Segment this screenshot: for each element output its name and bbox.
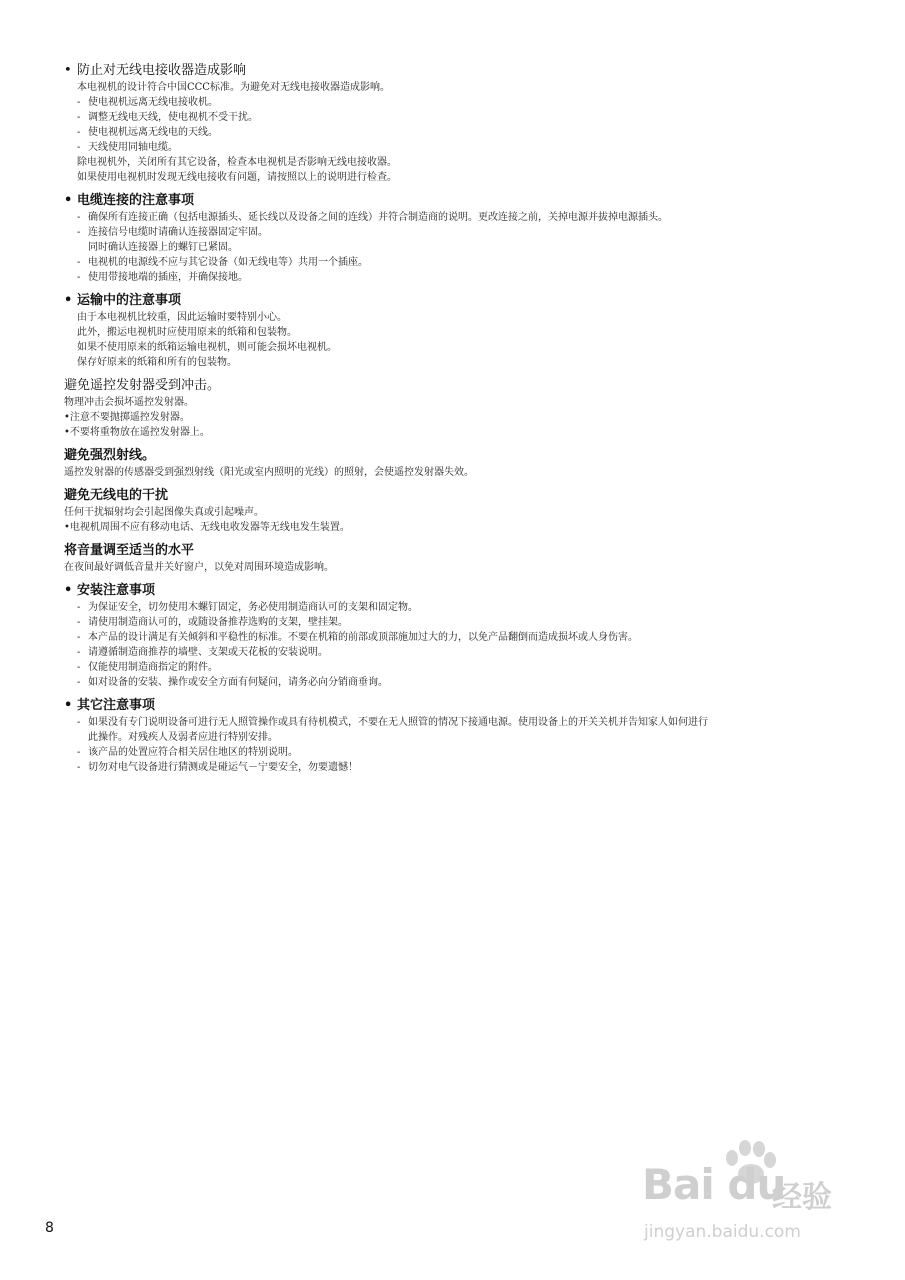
text-line (64, 140, 864, 155)
section (64, 487, 864, 535)
line-text: 同时确认连接器上的螺钉已紧固。 (88, 242, 238, 253)
line-text: 确保所有连接正确（包括电源插头、延长线以及设备之间的连线）并符合制造商的说明。更改连接之前，关掉电源并拔掉电源插头。 (88, 212, 668, 223)
text-line (64, 760, 864, 775)
line-text: 除电视机外，关闭所有其它设备，检查本电视机是否影响无线电接收器。 (77, 157, 397, 168)
plain-sections-group (64, 377, 864, 575)
line-text: 为保证安全，切勿使用木螺钉固定，务必使用制造商认可的支架和固定物。 (88, 602, 418, 613)
dash-marker: - (77, 212, 81, 223)
dash-marker: - (77, 677, 81, 688)
watermark-url: jingyan.baidu.com (644, 1222, 801, 1242)
line-text: 天线使用同轴电缆。 (88, 142, 178, 153)
section (64, 447, 864, 480)
text-line (64, 310, 864, 325)
text-line (64, 340, 864, 355)
line-text: 如果没有专门说明设备可进行无人照管操作或具有待机模式，不要在无人照管的情况下接通电源。使用设备上的开关关机并告知家人如何进行 (88, 717, 708, 728)
text-line (64, 255, 864, 270)
line-text: 此外，搬运电视机时应使用原来的纸箱和包装物。 (77, 327, 297, 338)
section (64, 377, 864, 440)
line-text: 物理冲击会损坏遥控发射器。 (64, 397, 194, 408)
bullet-sections-group-1 (64, 62, 864, 370)
text-line (64, 600, 864, 615)
dash-marker: - (77, 647, 81, 658)
text-line (64, 675, 864, 690)
section (64, 192, 864, 285)
text-line (64, 520, 864, 535)
document-body (64, 62, 864, 782)
dash-marker: - (77, 127, 81, 138)
bullet-icon: • (64, 293, 73, 308)
text-line (64, 715, 864, 730)
dash-marker: - (77, 617, 81, 628)
text-line (64, 645, 864, 660)
dash-marker: - (77, 632, 81, 643)
section-heading (64, 62, 864, 80)
dash-marker: - (77, 602, 81, 613)
text-line (64, 615, 864, 630)
line-text: 使用带接地端的插座，并确保接地。 (88, 272, 248, 283)
text-line (64, 155, 864, 170)
line-text: 由于本电视机比较重，因此运输时要特别小心。 (77, 312, 287, 323)
bullet-icon: • (64, 193, 73, 208)
dash-marker: - (77, 112, 81, 123)
line-text: 切勿对电气设备进行猜测或是碰运气－宁要安全，勿要遗憾！ (88, 762, 358, 773)
text-line (64, 745, 864, 760)
text-line (64, 410, 864, 425)
section-title: 避免强烈射线。 (64, 448, 156, 463)
line-text: 该产品的处置应符合相关居住地区的特别说明。 (88, 747, 298, 758)
text-line (64, 630, 864, 645)
dash-marker: - (77, 142, 81, 153)
section-title: 防止对无线电接收器造成影响 (77, 63, 247, 78)
line-text: 仅能使用制造商指定的附件。 (88, 662, 218, 673)
line-text: 电视机的电源线不应与其它设备（如无线电等）共用一个插座。 (88, 257, 368, 268)
text-line (64, 125, 864, 140)
dash-marker: - (77, 272, 81, 283)
watermark-chinese: 经验 (772, 1180, 832, 1215)
line-text: 请使用制造商认可的，或随设备推荐选购的支架，壁挂架。 (88, 617, 348, 628)
bullet-icon: • (64, 522, 70, 533)
line-text: 连接信号电缆时请确认连接器固定牢固。 (88, 227, 268, 238)
dash-marker: - (77, 762, 81, 773)
section-heading (64, 192, 864, 210)
section-heading (64, 697, 864, 715)
section (64, 292, 864, 370)
bullet-icon: • (64, 427, 70, 438)
text-line (64, 80, 864, 95)
line-text: 使电视机远离无线电的天线。 (88, 127, 218, 138)
line-text: 如对设备的安装、操作或安全方面有何疑问，请务必向分销商垂询。 (88, 677, 388, 688)
text-line (64, 395, 864, 410)
line-text: 电视机周围不应有移动电话、无线电收发器等无线电发生装置。 (69, 522, 350, 533)
bullet-icon: • (64, 583, 73, 598)
line-text: 在夜间最好调低音量并关好窗户，以免对周围环境造成影响。 (64, 562, 334, 573)
line-text: 本电视机的设计符合中国CCC标准。为避免对无线电接收器造成影响。 (77, 82, 390, 93)
line-text: 使电视机远离无线电接收机。 (88, 97, 218, 108)
dash-marker: - (77, 717, 81, 728)
dash-marker: - (77, 227, 81, 238)
line-text: 本产品的设计满足有关倾斜和平稳性的标准。不要在机箱的前部或顶部施加过大的力，以免产品翻倒而造成损坏或人身伤害。 (88, 632, 638, 643)
section-title: 电缆连接的注意事项 (77, 193, 195, 208)
section-title: 避免无线电的干扰 (64, 488, 169, 503)
line-text: 此操作。对残疾人及弱者应进行特别安排。 (88, 732, 278, 743)
baidu-jingyan-watermark (640, 1140, 870, 1270)
text-line (64, 270, 864, 285)
dash-marker: - (77, 662, 81, 673)
text-line (64, 560, 864, 575)
text-line (64, 730, 864, 745)
line-text: 如果使用电视机时发现无线电接收有问题，请按照以上的说明进行检查。 (77, 172, 397, 183)
text-line (64, 95, 864, 110)
line-text: 如果不使用原来的纸箱运输电视机，则可能会损坏电视机。 (77, 342, 337, 353)
text-line (64, 325, 864, 340)
dash-marker: - (77, 97, 81, 108)
page-number: 8 (45, 1220, 54, 1236)
section-title: 运输中的注意事项 (77, 293, 182, 308)
section (64, 582, 864, 690)
section (64, 697, 864, 775)
text-line (64, 355, 864, 370)
section-title: 其它注意事项 (77, 698, 156, 713)
line-text: 遥控发射器的传感器受到强烈射线（阳光或室内照明的光线）的照射，会使遥控发射器失效。 (64, 467, 474, 478)
text-line (64, 505, 864, 520)
bullet-sections-group-2 (64, 582, 864, 775)
watermark-logo: Bai du (642, 1160, 786, 1209)
text-line (64, 170, 864, 185)
section (64, 542, 864, 575)
text-line (64, 225, 864, 240)
bullet-icon: • (64, 698, 73, 713)
bullet-icon: • (64, 63, 72, 78)
bullet-icon: • (64, 412, 70, 423)
text-line (64, 660, 864, 675)
line-text: 保存好原来的纸箱和所有的包装物。 (77, 357, 237, 368)
line-text: 任何干扰辐射均会引起图像失真或引起噪声。 (64, 507, 264, 518)
line-text: 调整无线电天线，使电视机不受干扰。 (88, 112, 258, 123)
section-heading (64, 292, 864, 310)
line-text: 不要将重物放在遥控发射器上。 (69, 427, 210, 438)
line-text: 注意不要抛掷遥控发射器。 (69, 412, 190, 423)
dash-marker: - (77, 747, 81, 758)
text-line (64, 425, 864, 440)
text-line (64, 110, 864, 125)
line-text: 请遵循制造商推荐的墙壁、支架或天花板的安装说明。 (88, 647, 328, 658)
dash-marker: - (77, 257, 81, 268)
section-title: 安装注意事项 (77, 583, 156, 598)
section (64, 62, 864, 185)
section-heading (64, 582, 864, 600)
section-title: 避免遥控发射器受到冲击。 (64, 378, 221, 393)
text-line (64, 240, 864, 255)
section-title: 将音量调至适当的水平 (64, 543, 195, 558)
text-line (64, 210, 864, 225)
text-line (64, 465, 864, 480)
